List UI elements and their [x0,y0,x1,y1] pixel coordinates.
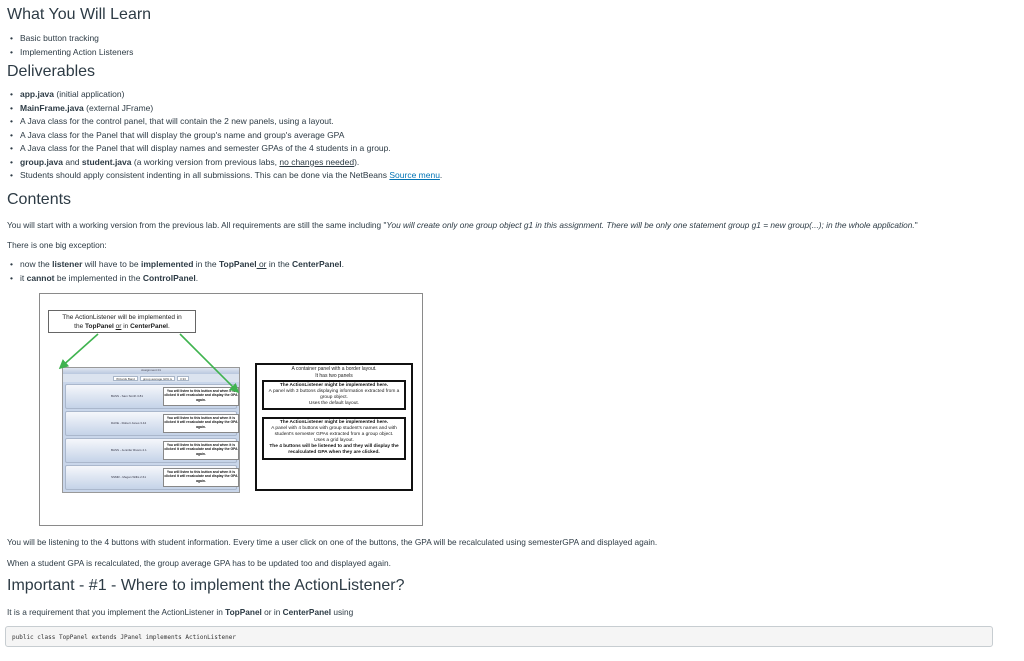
container-caption: A container panel with a border layout. [291,366,377,372]
panel-text: Uses the default layout. [308,401,360,407]
text: in the [266,259,293,269]
filename: MainFrame.java [20,102,84,113]
list-item [10,102,442,116]
bold-text: CenterPanel [282,607,332,617]
panel-heading: The ActionListener might be implemented here. [279,383,389,388]
underlined-text: no changes needed [279,156,355,167]
bold-text: CenterPanel [292,259,342,269]
filename: app.java [20,89,55,99]
italic-text: You will create only one group object g1 in this assignment. There will be only one statement group g1 = new group(...); in the whole application. [386,220,915,230]
arrows-overlay [40,294,424,527]
heading-what-you-will-learn: What You Will Learn [7,6,152,23]
list-item: • A Java class for the Panel that will display the group's name and group's average GPA [10,129,442,143]
text: now the [20,259,53,269]
app-field: 3.33 [177,376,189,381]
list-text: (a working version from previous labs, [131,156,280,167]
arrow-left [60,334,98,368]
text: using [331,607,354,617]
text: be implemented in the [54,272,143,283]
student-button-label: SSMR - Megan Willis 2.61 [111,475,147,479]
text: . [195,272,199,283]
filename: student.java [81,156,132,167]
heading-deliverables: Deliverables [7,63,96,80]
contents-paragraph [7,220,918,230]
student-button-label: DAVE - Robert Jones 3.44 [111,421,147,425]
underlined-text: or [256,259,267,269]
list-text: Students should apply consistent indenting in all submissions. This can be done via the NetBeans [20,170,390,180]
arrow-right [180,334,238,392]
panel-heading: The ActionListener might be implemented here. [279,420,389,425]
bold-text: TopPanel [218,259,257,269]
heading-contents: Contents [7,191,72,208]
list-item [10,156,442,170]
bold-text: listener [52,259,83,269]
exception-paragraph: There is one big exception: [7,240,107,250]
recalc-paragraph: When a student GPA is recalculated, the group average GPA has to be updated too and displayed again. [7,558,391,568]
text: " [914,220,918,230]
list-item [10,88,442,102]
app-field: Wizards Band [113,376,138,381]
panel-text: A panel with 4 buttons with group student's names and with student's semester GPAs extracted from a group object. [271,426,397,438]
app-field: group average GPA is [140,376,175,381]
diagram-figure [39,293,423,526]
learn-list [10,32,133,59]
text: will have to be [82,259,141,269]
deliverables-list [10,88,442,183]
list-item: • A Java class for the control panel, that will contain the 2 new panels, using a layout. [10,115,442,129]
panel-text: Uses a grid layout. [314,438,354,444]
code-block: public class TopPanel extends JPanel implements ActionListener [5,626,993,647]
callout-line: The ActionListener will be implemented in [62,314,182,321]
list-item [10,272,344,286]
source-menu-link[interactable]: Source menu [389,170,440,180]
list-text: . [439,170,443,180]
row-note: You will listen to this button and when it is clicked it will recalculate and display the GPA again. [163,414,239,433]
list-text: (initial application) [54,89,125,99]
list-text: ). [354,156,360,167]
text: It is a requirement that you implement the ActionListener in [7,607,226,617]
listening-paragraph: You will be listening to the 4 buttons with student information. Every time a user click on one of the buttons, the GPA will be recalculated using semesterGPA and displayed again. [7,537,658,547]
requirement-paragraph [7,607,353,617]
list-item: • A Java class for the Panel that will display names and semester GPAs of the 4 students in a group. [10,142,442,156]
text: . [341,259,345,269]
list-item [10,169,442,183]
panel-text: A panel with 3 buttons displaying information extracted from a group object. [268,389,400,401]
exception-list [10,258,344,285]
row-note: You will listen to this button and when it is clicked it will recalculate and display the GPA again. [163,468,239,487]
text: it [20,272,27,283]
app-title-bar: Assignment 01 [63,368,239,374]
panel-heading: The 4 buttons will be listened to and they will display the recalculated GPA when they are clicked. [269,444,399,456]
student-button-label: BASS - Sam Smith 3.81 [111,394,144,398]
bold-text: TopPanel [225,607,262,617]
bold-text: ControlPanel [142,272,196,283]
callout-line: the TopPanel or in CenterPanel. [74,323,170,330]
text: in the [193,259,219,269]
text: or in [261,607,283,617]
student-button-label: BASS - Jennifer Rivers 2.1 [111,448,147,452]
heading-important: Important - #1 - Where to implement the ActionListener? [7,577,405,594]
bold-text: cannot [26,272,55,283]
row-note: You will listen to this button and when it is clicked it will recalculate and display the GPA again. [163,441,239,460]
row-note: You will listen to this button and when it is clicked it will recalculate and display the GPA again. [163,387,239,406]
list-text: and [62,156,82,167]
text: You will start with a working version from the previous lab. All requirements are still the same including " [7,220,387,230]
bold-text: implemented [140,259,194,269]
container-caption: It has two panels [315,373,353,379]
filename: group.java [20,156,63,167]
list-item: • Basic button tracking [10,32,133,46]
list-item [10,258,344,272]
list-item: • Implementing Action Listeners [10,46,133,60]
list-text: (external JFrame) [83,102,154,113]
